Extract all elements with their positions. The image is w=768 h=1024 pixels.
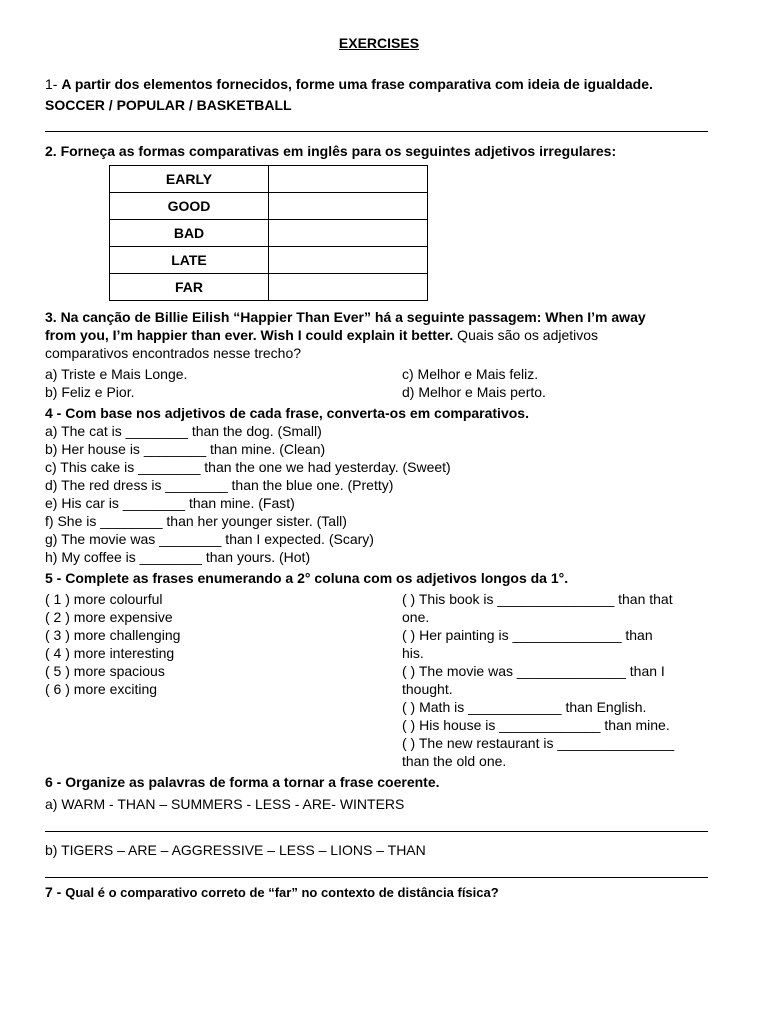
option-c[interactable]: c) Melhor e Mais feliz. xyxy=(402,366,539,382)
list-item: b) Her house is ________ than mine. (Clean) xyxy=(45,441,326,457)
table-row xyxy=(110,166,428,193)
question-3-line-1: 3. Na canção de Billie Eilish “Happier Than Ever” há a seguinte passagem: When I’m away xyxy=(45,309,646,325)
answer-line-6a[interactable] xyxy=(45,831,708,832)
answer-cell[interactable] xyxy=(269,274,428,301)
list-item[interactable]: ( ) Her painting is ______________ than xyxy=(402,627,653,643)
question-3-line-3: comparativos encontrados nesse trecho? xyxy=(45,345,302,361)
list-item: ( 2 ) more expensive xyxy=(45,609,173,625)
list-item[interactable]: ( ) This book is _______________ than that xyxy=(402,591,673,607)
list-item: ( 4 ) more interesting xyxy=(45,645,175,661)
list-item: ( 3 ) more challenging xyxy=(45,627,181,643)
page-title: EXERCISES xyxy=(338,35,420,51)
question-1 xyxy=(45,75,653,93)
list-item: his. xyxy=(402,645,424,661)
answer-line-6b[interactable] xyxy=(45,877,708,878)
question-7-number: 7 - xyxy=(45,884,66,900)
question-6-a: a) WARM - THAN – SUMMERS - LESS - ARE- WINTERS xyxy=(45,796,405,812)
list-item: a) The cat is ________ than the dog. (Small) xyxy=(45,423,322,439)
list-item[interactable]: ( ) Math is ____________ than English. xyxy=(402,699,647,715)
answer-cell[interactable] xyxy=(269,220,428,247)
list-item: thought. xyxy=(402,681,453,697)
question-3-line-2 xyxy=(45,326,598,344)
answer-line-1[interactable] xyxy=(45,131,708,132)
list-item: d) The red dress is ________ than the blue one. (Pretty) xyxy=(45,477,394,493)
question-1-words: SOCCER / POPULAR / BASKETBALL xyxy=(45,97,292,113)
question-5-text: 5 - Complete as frases enumerando a 2° coluna com os adjetivos longos da 1°. xyxy=(45,570,569,586)
option-a[interactable]: a) Triste e Mais Longe. xyxy=(45,366,188,382)
adjective-cell: GOOD xyxy=(110,193,269,220)
list-item: g) The movie was ________ than I expected. (Scary) xyxy=(45,531,374,547)
list-item: ( 1 ) more colourful xyxy=(45,591,163,607)
list-item: than the old one. xyxy=(402,753,507,769)
adjective-cell: FAR xyxy=(110,274,269,301)
option-b[interactable]: b) Feliz e Pior. xyxy=(45,384,135,400)
list-item: e) His car is ________ than mine. (Fast) xyxy=(45,495,295,511)
list-item: c) This cake is ________ than the one we had yesterday. (Sweet) xyxy=(45,459,451,475)
answer-cell[interactable] xyxy=(269,166,428,193)
answer-cell[interactable] xyxy=(269,247,428,274)
question-7 xyxy=(45,883,499,902)
question-4-text: 4 - Com base nos adjetivos de cada frase, converta-os em comparativos. xyxy=(45,405,529,421)
list-item: one. xyxy=(402,609,430,625)
list-item: h) My coffee is ________ than yours. (Hot) xyxy=(45,549,311,565)
adjective-cell: EARLY xyxy=(110,166,269,193)
list-item[interactable]: ( ) The new restaurant is _______________ xyxy=(402,735,675,751)
question-7-text: Qual é o comparativo correto de “far” no contexto de distância física? xyxy=(65,885,499,900)
table-row xyxy=(110,274,428,301)
list-item: ( 6 ) more exciting xyxy=(45,681,158,697)
lyrics-excerpt: from you, I’m happier than ever. Wish I could explain it better. xyxy=(45,327,454,343)
question-1-text: A partir dos elementos fornecidos, forme uma frase comparativa com ideia de igualdade. xyxy=(61,76,653,92)
option-d[interactable]: d) Melhor e Mais perto. xyxy=(402,384,546,400)
answer-cell[interactable] xyxy=(269,193,428,220)
adjective-cell: BAD xyxy=(110,220,269,247)
question-6-b: b) TIGERS – ARE – AGGRESSIVE – LESS – LIONS – THAN xyxy=(45,842,426,858)
list-item[interactable]: ( ) His house is _____________ than mine. xyxy=(402,717,670,733)
question-2-text: 2. Forneça as formas comparativas em inglês para os seguintes adjetivos irregulares: xyxy=(45,143,617,159)
list-item: f) She is ________ than her younger sister. (Tall) xyxy=(45,513,347,529)
list-item[interactable]: ( ) The movie was ______________ than I xyxy=(402,663,665,679)
table-row xyxy=(110,247,428,274)
question-1-number: 1- xyxy=(45,76,62,92)
question-6-text: 6 - Organize as palavras de forma a tornar a frase coerente. xyxy=(45,774,440,790)
table-row xyxy=(110,193,428,220)
table-row xyxy=(110,220,428,247)
adjective-cell: LATE xyxy=(110,247,269,274)
irregular-adjectives-table xyxy=(109,165,428,301)
list-item: ( 5 ) more spacious xyxy=(45,663,165,679)
question-3-prompt: Quais são os adjetivos xyxy=(453,327,599,343)
